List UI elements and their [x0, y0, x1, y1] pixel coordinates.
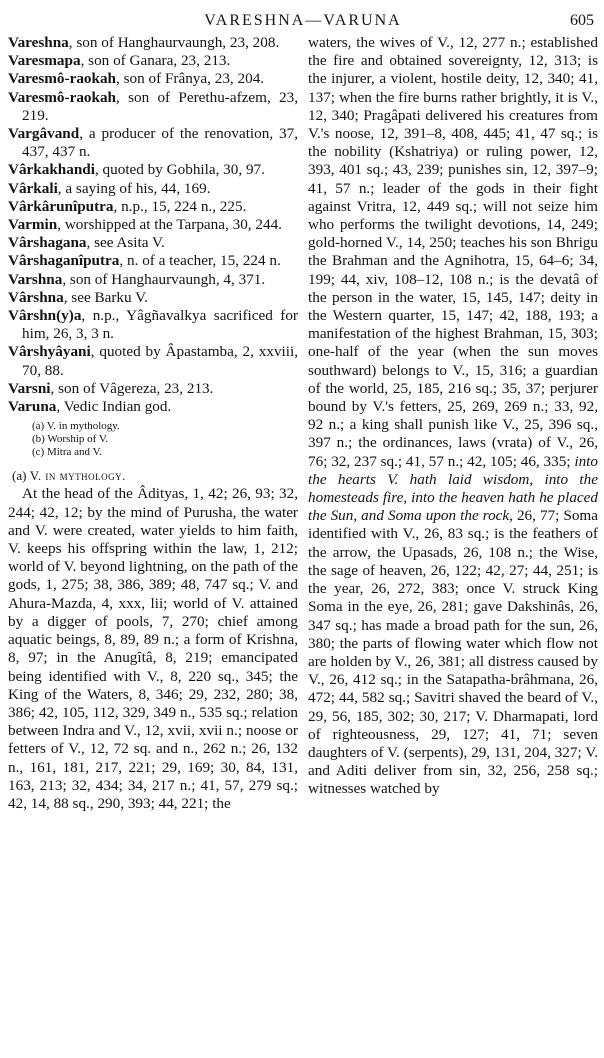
entry-headword: Varmin — [8, 216, 58, 234]
mythology-paragraph: At the head of the Âdityas, 1, 42; 26, 93; 32, 244; 42, 12; by the mind of Purusha, the water and V. were created, water yields to him faith, V. keeps his offspring within the law, 1, 212; world of V. beyond lightning, on the path of the gods, 1, 275; 38, 386, 389; 48, 747 sq.; V. and Ahura-Mazda, 4, xxx, lii; world of V. attained by a digger of pools, 7, 270; chief among aquatic beings, 8, 89, 89 n.; a form of Krishna, 8, 97; in the Anugîtâ, 8, 219; emancipated being identified with V., 8, 220 sq., 345; the King of the Waters, 8, 346; 29, 232, 280; 38, 386; 42, 105, 112, 329, 349 n., 535 sq.; relation between Indra and V., 12, xvii, xvii n.; noose or fetters of V., 12, 72 sq. and n., 262 n.; 26, 132 n., 161, 181, 217, 221; 29, 169; 30, 84, 131, 163, 213; 32, 434; 34, 217 n.; 41, 57, 279 sq.; 42, 14, 88 sq., 290, 393; 44, 221; the — [8, 485, 298, 812]
index-entry — [8, 180, 298, 198]
index-entry — [8, 234, 298, 252]
entry-headword: Varshna — [8, 270, 63, 288]
legend-item: (a) V. in mythology. — [32, 420, 120, 433]
subdivision-legend — [32, 420, 298, 459]
entry-text: , son of Hanghaurvaungh, 23, 208. — [68, 34, 280, 51]
entry-text: , son of Hanghaurvaungh, 4, 371. — [62, 270, 266, 288]
index-entry — [8, 271, 298, 289]
section-label: (a) — [12, 468, 27, 484]
index-entry — [8, 307, 298, 343]
page-header — [8, 6, 598, 34]
section-heading — [12, 467, 298, 485]
entry-headword: Vârshaganîputra — [8, 252, 120, 270]
continued-paragraph — [308, 34, 598, 799]
quoted-verse: into the hearts V. hath laid wisdom, into the homesteads fire, into the heaven hath he placed the Sun, and Soma upon the rock — [308, 452, 598, 525]
entry-headword: Varesmô-raokah — [8, 88, 117, 106]
entry-headword: Varesmô-raokah — [8, 70, 117, 88]
index-entry — [8, 216, 298, 234]
entry-text: , son of Vâgereza, 23, 213. — [50, 379, 214, 397]
entry-headword: Vârkali — [8, 179, 58, 197]
entry-text: , a producer of the renovation, 37, 437, 437 n. — [22, 125, 298, 161]
index-entry — [8, 252, 298, 270]
index-entry — [8, 34, 298, 52]
entry-headword: Vârshyâyani — [8, 343, 91, 361]
entry-headword: Varuna — [8, 398, 57, 416]
left-column — [8, 34, 298, 813]
entry-text: , son of Frânya, 23, 204. — [116, 70, 265, 88]
entry-text: , quoted by Âpastamba, 2, xxviii, 70, 88. — [22, 343, 298, 379]
index-entry — [8, 398, 298, 416]
entry-headword: Vareshna — [8, 34, 69, 51]
entry-text: , see Asita V. — [86, 234, 165, 252]
entry-text: , quoted by Gobhila, 30, 97. — [94, 161, 265, 179]
entry-text: , son of Ganara, 23, 213. — [80, 52, 231, 70]
index-entry — [8, 89, 298, 125]
entry-text: , n. of a teacher, 15, 224 n. — [119, 252, 281, 270]
entry-text: , a saying of his, 44, 169. — [57, 179, 211, 197]
section-title: V. in mythology. — [29, 468, 126, 484]
entry-text: , worshipped at the Tarpana, 30, 244. — [57, 216, 282, 234]
entry-text: , n.p., 15, 224 n., 225. — [113, 197, 247, 215]
right-column — [308, 34, 598, 813]
entry-headword: Varsni — [8, 379, 51, 397]
index-entry — [8, 161, 298, 179]
legend-item: (c) Mitra and V. — [32, 446, 102, 459]
text-run: waters, the wives of V., 12, 277 n.; established the fire and obtained sovereignty, 12, 313; is the injurer, a violent, hostile deity, 12, 340; 41, 137; when the fire burns rather brightly, it is V., 12, 340; Pragâpati delivered his creatures from V.'s noose, 12, 391–8, 408, 445; 41, 47 sq.; is the nobility (Kshatriya) or ruling power, 12, 393, 401 sq.; 43, 239; punishes sin, 12, 397–9; 41, 57 n.; leader of the gods in their fight against Vritra, 12, 449 sq.; will not seize him who performs the twilight devotions, 14, 249; gold-horned V., 14, 250; teaches his son Bhrigu the Brahman and the Agnihotra, 15, 64–6; 34, 199; 44, xiv, 108–12, 108 n.; is the devatâ of the person in the water, 15, 145, 147; deity in the Western quarter, 15, 147; 42, 188, 193; a manifestation of the highest Brahman, 15, 303; one-half of the year (when the sun moves southward) belongs to V., 15, 316; a guardian of the world, 25, 185, 216 sq.; 35, 37; perjurer bound by V.'s fetters, 25, 269, 269 n.; 33, 92, 92 n.; a king shall punish like V., 25, 396 sq., 397 n.; the ordinances, laws (vrata) of V., 26, 76; 32, 237 sq.; 41, 57 n.; 42, 105; 46, 335; — [308, 34, 598, 470]
two-column-body — [8, 34, 598, 813]
index-entry — [8, 380, 298, 398]
index-entry — [8, 70, 298, 88]
running-head: VARESHNA—VARUNA — [204, 12, 402, 29]
index-entry — [8, 289, 298, 307]
entry-text: , n.p., Yâgñavalkya sacrificed for him, 26, 3, 3 n. — [22, 307, 298, 343]
entry-headword: Vârshn(y)a — [8, 307, 82, 325]
index-entry — [8, 343, 298, 379]
entry-list — [8, 34, 298, 416]
entry-text: , son of Perethu-afzem, 23, 219. — [22, 88, 298, 124]
entry-headword: Vârshna — [8, 288, 64, 306]
entry-text: , Vedic Indian god. — [56, 398, 172, 416]
text-run: , 26, 77; Soma identified with V., 26, 83 sq.; is the feathers of the arrow, the Upasads, 26, 108 n.; the Wise, the sage of heaven, 26, 122; 42, 27; 44, 251; is the year, 26, 272, 383; once V. struck King Soma in the eye, 26, 281; gave Dakshinâs, 26, 347 sq.; has made a broad path for the sun, 26, 380; the parts of flowing water which flow not are holden by V., 26, 381; all distress caused by V., 26, 412 sq.; in the Satapatha-brâhmana, 26, 472; 44, 582 sq.; Savitri shaved the beard of V., 29, 56, 185, 302; 30, 217; V. Dharmapati, lord of righteousness, 29, 127; 41, 71; seven daughters of V. (serpents), 29, 131, 204, 327; V. and Aditi deliver from sin, 32, 256, 258 sq.; witnesses watched by — [308, 507, 598, 798]
index-entry — [8, 52, 298, 70]
entry-headword: Vârkârunîputra — [8, 197, 114, 215]
entry-headword: Vârshagana — [8, 234, 87, 252]
entry-headword: Varesmapa — [8, 52, 81, 70]
index-entry — [8, 198, 298, 216]
legend-item: (b) Worship of V. — [32, 433, 109, 446]
entry-headword: Vârkakhandi — [8, 161, 95, 179]
entry-text: , see Barku V. — [63, 288, 148, 306]
entry-headword: Vargâvand — [8, 125, 80, 143]
index-entry — [8, 125, 298, 161]
page-number: 605 — [570, 12, 594, 29]
